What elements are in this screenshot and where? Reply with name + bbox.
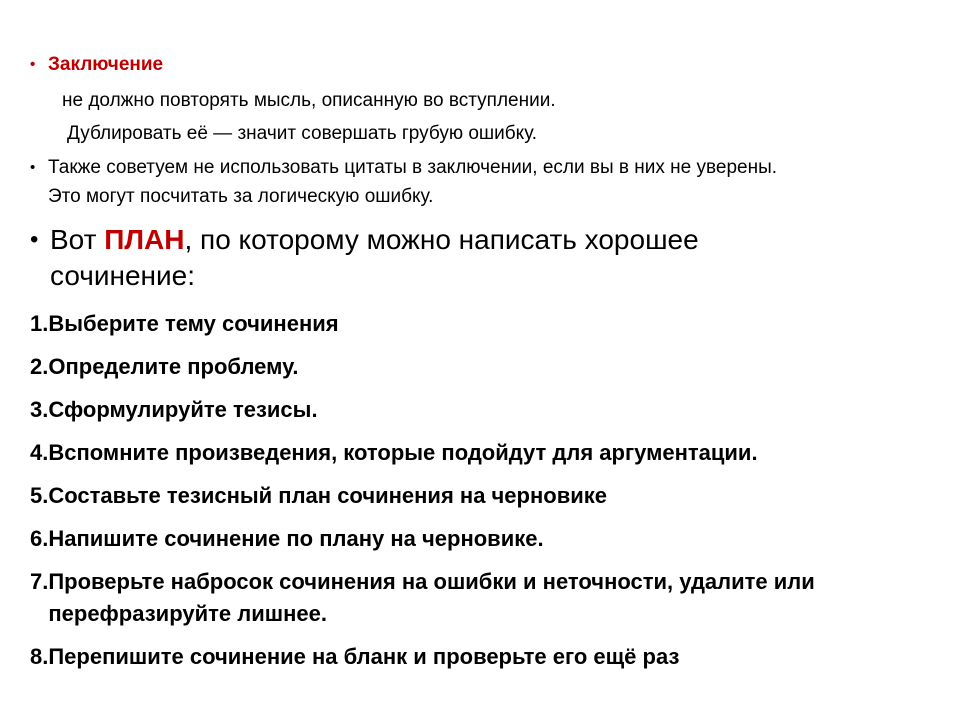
plan-intro-line-1	[50, 222, 699, 258]
plan-step: 7. Проверьте набросок сочинения на ошибки и неточности, удалите или перефразируйте лишнее.	[30, 569, 815, 626]
bullet-dot: •	[30, 159, 36, 176]
plan-intro-before: Вот	[50, 224, 105, 255]
plan-intro-bullet	[30, 222, 699, 294]
plan-step: 1. Выберите тему сочинения	[30, 311, 339, 336]
plan-intro-line-2: сочинение:	[50, 260, 195, 291]
plan-step: 8. Перепишите сочинение на бланк и проверьте его ещё раз	[30, 644, 680, 669]
plan-highlight: ПЛАН	[104, 224, 185, 255]
conclusion-bullet	[30, 50, 163, 79]
plan-steps-list	[30, 308, 940, 684]
conclusion-line-1: не должно повторять мысль, описанную во вступлении.	[62, 90, 556, 111]
conclusion-heading: Заключение	[48, 54, 164, 75]
advice-bullet	[30, 153, 777, 211]
plan-intro-after: , по которому можно написать хорошее	[184, 224, 699, 255]
plan-step: 6. Напишите сочинение по плану на черновике.	[30, 526, 544, 551]
advice-line-1: Также советуем не использовать цитаты в заключении, если вы в них не уверены.	[48, 157, 778, 178]
conclusion-line-2: Дублировать её — значит совершать грубую ошибку.	[67, 123, 538, 144]
bullet-dot: •	[30, 226, 39, 253]
bullet-dot: •	[30, 56, 36, 73]
plan-step: 4. Вспомните произведения, которые подойдут для аргументации.	[30, 440, 758, 465]
plan-step: 3. Сформулируйте тезисы.	[30, 397, 318, 422]
advice-line-2: Это могут посчитать за логическую ошибку.	[48, 186, 434, 207]
plan-step: 5. Составьте тезисный план сочинения на черновике	[30, 483, 608, 508]
plan-step: 2. Определите проблему.	[30, 354, 299, 379]
